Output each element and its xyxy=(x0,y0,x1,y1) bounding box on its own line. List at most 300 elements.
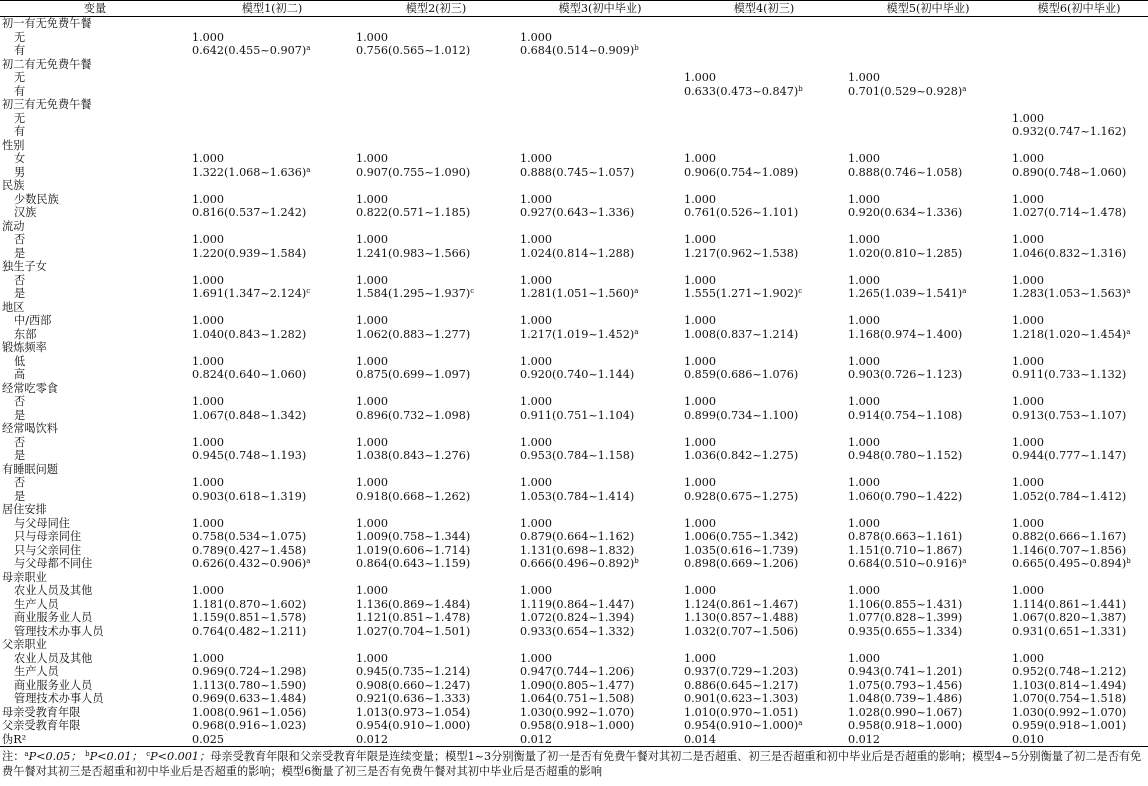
model-5-cell: 1.000 xyxy=(848,192,881,206)
model-1-cell: 0.945(0.748~1.193) xyxy=(192,449,307,462)
sig-c-marker: c xyxy=(146,750,151,758)
model-2-cell xyxy=(354,17,518,31)
model-2-cell: 1.000 xyxy=(356,395,389,408)
model-1-cell: 0.969(0.633~1.484) xyxy=(192,692,307,705)
model-6-cell xyxy=(1010,503,1148,517)
or-value: 1.218(1.020~1.454) xyxy=(1012,327,1127,341)
significance-marker: b xyxy=(634,557,639,565)
header-model-3: 模型3(初中毕业) xyxy=(518,1,682,17)
model-6-cell: 1.000 xyxy=(1012,435,1045,449)
model-4-cell: 1.000 xyxy=(684,476,717,489)
model-6-cell xyxy=(1010,571,1148,585)
model-5-cell xyxy=(846,503,1010,517)
model-5-cell: 0.914(0.754~1.108) xyxy=(848,408,963,422)
model-5-cell: 0.012 xyxy=(846,733,1010,747)
model-2-cell: 0.918(0.668~1.262) xyxy=(356,489,471,503)
model-2-cell: 1.027(0.704~1.501) xyxy=(356,624,471,638)
model-2-cell: 1.000 xyxy=(356,435,389,449)
model-5-cell: 1.000 xyxy=(848,516,881,530)
variable-label: 有 xyxy=(14,44,26,57)
model-6-cell: 1.103(0.814~1.494) xyxy=(1012,678,1127,692)
variable-label: 男 xyxy=(14,165,26,179)
variable-label: 否 xyxy=(14,273,26,287)
variable-label: 否 xyxy=(14,435,26,449)
model-1-cell xyxy=(190,220,354,234)
model-5-cell xyxy=(846,31,1010,45)
variable-label: 管理技术办事人员 xyxy=(14,692,104,705)
or-value: 0.701(0.529~0.928) xyxy=(848,84,963,98)
table-row xyxy=(0,287,1148,301)
model-4-cell: 0.014 xyxy=(682,733,846,747)
significance-marker: b xyxy=(1126,557,1131,565)
model-1-cell xyxy=(190,638,354,652)
or-value: 0.642(0.455~0.907) xyxy=(192,44,307,57)
model-2-cell: 1.000 xyxy=(356,584,389,597)
model-3-cell xyxy=(518,301,682,315)
model-3-cell xyxy=(518,44,682,58)
variable-label: 有睡眠问题 xyxy=(2,462,58,476)
model-6-cell: 1.000 xyxy=(1012,584,1045,597)
model-3-cell xyxy=(518,17,682,31)
model-4-cell xyxy=(682,220,846,234)
model-2-cell: 0.864(0.643~1.159) xyxy=(356,557,471,570)
model-1-cell: 1.000 xyxy=(192,516,225,530)
variable-label: 生产人员 xyxy=(14,665,59,678)
table-group-row xyxy=(0,220,1148,234)
model-1-cell xyxy=(190,112,354,126)
table-group-row xyxy=(0,301,1148,315)
model-4-cell: 1.035(0.616~1.739) xyxy=(684,543,799,557)
model-6-cell xyxy=(1010,638,1148,652)
model-6-cell xyxy=(1010,179,1148,193)
or-value: 1.322(1.068~1.636) xyxy=(192,165,307,179)
model-5-cell: 0.878(0.663~1.161) xyxy=(848,530,963,543)
or-value: 0.665(0.495~0.894) xyxy=(1012,557,1127,570)
model-1-cell: 1.000 xyxy=(192,192,225,206)
model-6-cell: 1.000 xyxy=(1012,516,1045,530)
model-4-cell: 0.898(0.669~1.206) xyxy=(684,557,799,570)
model-6-cell: 0.959(0.918~1.001) xyxy=(1012,719,1127,732)
model-6-cell: 1.027(0.714~1.478) xyxy=(1012,206,1127,219)
model-5-cell: 0.903(0.726~1.123) xyxy=(848,368,963,381)
sig-b-text: P<0.01； xyxy=(89,750,143,763)
model-1-cell: 1.000 xyxy=(192,152,225,165)
model-4-cell xyxy=(682,112,846,126)
model-1-cell: 1.000 xyxy=(192,30,225,44)
variable-label: 商业服务业人员 xyxy=(14,611,93,624)
model-2-cell xyxy=(354,179,518,193)
model-1-cell: 1.000 xyxy=(192,273,225,287)
significance-marker: a xyxy=(1126,287,1131,295)
variable-label: 只与父亲同住 xyxy=(14,543,82,557)
or-value: 0.684(0.514~0.909) xyxy=(520,44,635,57)
model-5-cell xyxy=(846,260,1010,274)
model-4-cell: 1.000 xyxy=(684,233,717,246)
model-2-cell: 1.241(0.983~1.566) xyxy=(356,246,471,260)
model-1-cell xyxy=(190,44,354,58)
model-1-cell xyxy=(190,382,354,396)
model-2-cell: 1.062(0.883~1.277) xyxy=(356,327,471,341)
model-6-cell xyxy=(1010,98,1148,112)
table-row xyxy=(0,328,1148,342)
model-2-cell: 1.013(0.973~1.054) xyxy=(356,705,471,719)
model-3-cell: 0.879(0.664~1.162) xyxy=(520,530,635,543)
model-3-cell: 1.000 xyxy=(520,584,553,597)
model-4-cell xyxy=(682,301,846,315)
variable-label: 母亲职业 xyxy=(2,570,47,584)
table-group-row xyxy=(0,17,1148,31)
model-2-cell: 0.907(0.755~1.090) xyxy=(356,165,471,179)
model-4-cell: 1.217(0.962~1.538) xyxy=(684,246,799,260)
model-6-cell xyxy=(1010,463,1148,477)
model-5-cell: 1.060(0.790~1.422) xyxy=(848,489,963,503)
model-1-cell xyxy=(190,503,354,517)
model-3-cell: 1.000 xyxy=(520,152,553,165)
model-4-cell: 1.036(0.842~1.275) xyxy=(684,449,799,462)
variable-label: 无 xyxy=(14,71,26,84)
model-4-cell: 1.000 xyxy=(684,71,717,84)
variable-label: 农业人员及其他 xyxy=(14,584,93,597)
model-6-cell: 1.000 xyxy=(1012,395,1045,408)
variable-label: 商业服务业人员 xyxy=(14,678,93,692)
table-row xyxy=(0,125,1148,139)
model-3-cell: 0.947(0.744~1.206) xyxy=(520,665,635,678)
model-3-cell: 1.064(0.751~1.508) xyxy=(520,692,635,705)
variable-label: 初二有无免费午餐 xyxy=(2,57,92,71)
model-3-cell: 1.053(0.784~1.414) xyxy=(520,489,635,503)
model-3-cell: 1.131(0.698~1.832) xyxy=(520,543,635,557)
model-5-cell: 1.000 xyxy=(848,476,881,489)
model-3-cell: 1.000 xyxy=(520,233,553,246)
model-5-cell xyxy=(846,463,1010,477)
table-row xyxy=(0,584,1148,598)
header-model-6: 模型6(初中毕业) xyxy=(1010,1,1148,17)
sig-a-text: P<0.05； xyxy=(28,750,82,763)
model-5-cell: 1.151(0.710~1.867) xyxy=(848,543,963,557)
model-4-cell: 0.886(0.645~1.217) xyxy=(684,678,799,692)
sig-c-text: P<0.001； xyxy=(150,750,211,763)
model-2-cell xyxy=(354,463,518,477)
variable-label: 高 xyxy=(14,368,26,381)
model-4-cell xyxy=(682,571,846,585)
model-3-cell: 1.000 xyxy=(520,651,553,665)
table-group-row xyxy=(0,179,1148,193)
model-3-cell xyxy=(518,179,682,193)
model-4-cell xyxy=(682,287,846,301)
model-3-cell: 1.000 xyxy=(520,192,553,206)
model-4-cell: 1.000 xyxy=(684,435,717,449)
model-5-cell: 1.000 xyxy=(848,651,881,665)
model-4-cell xyxy=(682,125,846,139)
model-5-cell: 1.020(0.810~1.285) xyxy=(848,246,963,260)
variable-label: 东部 xyxy=(14,327,37,341)
variable-label: 是 xyxy=(14,287,26,300)
model-2-cell: 1.000 xyxy=(356,273,389,287)
model-5-cell xyxy=(846,58,1010,72)
model-2-cell xyxy=(354,287,518,301)
significance-marker: c xyxy=(306,287,311,295)
model-6-cell xyxy=(1010,139,1148,153)
model-3-cell: 0.953(0.784~1.158) xyxy=(520,449,635,462)
header-variable: 变量 xyxy=(0,1,190,17)
table-row xyxy=(0,314,1148,328)
model-5-cell xyxy=(846,98,1010,112)
model-1-cell: 0.968(0.916~1.023) xyxy=(192,719,307,732)
model-3-cell: 1.000 xyxy=(520,273,553,287)
model-3-cell xyxy=(518,341,682,355)
model-6-cell xyxy=(1010,71,1148,85)
model-4-cell xyxy=(682,98,846,112)
model-4-cell xyxy=(682,503,846,517)
header-row xyxy=(0,1,1148,17)
model-3-cell: 0.911(0.751~1.104) xyxy=(520,408,635,422)
significance-marker: a xyxy=(634,327,639,336)
model-6-cell: 1.114(0.861~1.441) xyxy=(1012,597,1127,611)
model-2-cell: 0.908(0.660~1.247) xyxy=(356,678,471,692)
table-row xyxy=(0,166,1148,180)
model-3-cell: 1.000 xyxy=(520,516,553,530)
model-1-cell: 1.220(0.939~1.584) xyxy=(192,246,307,260)
variable-label: 民族 xyxy=(2,179,25,192)
model-3-cell: 1.000 xyxy=(520,30,553,44)
variable-label: 少数民族 xyxy=(14,192,59,206)
model-3-cell: 1.000 xyxy=(520,476,553,489)
table-group-row xyxy=(0,422,1148,436)
model-5-cell: 0.920(0.634~1.336) xyxy=(848,206,963,219)
model-3-cell: 1.119(0.864~1.447) xyxy=(520,597,635,611)
variable-label: 有 xyxy=(14,84,26,98)
table-group-row xyxy=(0,719,1148,733)
model-5-cell: 1.000 xyxy=(848,314,881,327)
table-row xyxy=(0,112,1148,126)
model-4-cell xyxy=(682,139,846,153)
model-6-cell xyxy=(1010,287,1148,301)
note-body: 母亲受教育年限和父亲受教育年限是连续变量；模型1~3分别衡量了初一是否有免费午餐对其初二是否超重、初三是否超重和初中毕业后是否超重的影响；模型4~5分别衡量了初二是否有免费午餐对其初三是否超重和初中毕业后是否超重的影响；模型6衡量了初三是否有免费午餐对其初中毕业后是否超重的影响 xyxy=(2,750,1142,778)
model-1-cell xyxy=(190,166,354,180)
model-1-cell: 1.000 xyxy=(192,314,225,327)
model-1-cell: 1.008(0.961~1.056) xyxy=(192,705,307,719)
table-row xyxy=(0,409,1148,423)
model-4-cell: 1.010(0.970~1.051) xyxy=(684,705,799,719)
table-row xyxy=(0,355,1148,369)
model-1-cell: 0.816(0.537~1.242) xyxy=(192,206,307,219)
variable-label: 初三有无免费午餐 xyxy=(2,98,92,111)
model-1-cell xyxy=(190,98,354,112)
variable-label: 与父母都不同住 xyxy=(14,557,93,570)
or-value: 1.265(1.039~1.541) xyxy=(848,287,963,300)
table-row xyxy=(0,71,1148,85)
or-value: 0.626(0.432~0.906) xyxy=(192,557,307,570)
model-3-cell: 0.958(0.918~1.000) xyxy=(520,719,635,732)
model-1-cell xyxy=(190,301,354,315)
significance-marker: b xyxy=(798,84,803,93)
table-row xyxy=(0,436,1148,450)
model-5-cell xyxy=(846,125,1010,139)
model-6-cell: 0.944(0.777~1.147) xyxy=(1012,449,1127,462)
model-4-cell xyxy=(682,44,846,58)
model-1-cell xyxy=(190,571,354,585)
variable-label: 伪R² xyxy=(0,733,190,747)
model-2-cell xyxy=(354,301,518,315)
model-3-cell: 0.933(0.654~1.332) xyxy=(520,624,635,638)
model-6-cell: 1.030(0.992~1.070) xyxy=(1012,705,1127,719)
model-2-cell: 0.954(0.910~1.000) xyxy=(356,719,471,732)
or-value: 0.954(0.910~1.000) xyxy=(684,719,799,732)
model-6-cell xyxy=(1010,85,1148,99)
table-row xyxy=(0,611,1148,625)
model-4-cell: 0.937(0.729~1.203) xyxy=(684,665,799,678)
table-row xyxy=(0,449,1148,463)
model-6-cell: 0.913(0.753~1.107) xyxy=(1012,408,1127,422)
table-group-row xyxy=(0,571,1148,585)
table-group-row xyxy=(0,382,1148,396)
significance-marker: a xyxy=(962,84,967,93)
variable-label: 有 xyxy=(14,125,26,138)
table-group-row xyxy=(0,341,1148,355)
model-3-cell: 0.012 xyxy=(518,733,682,747)
table-row xyxy=(0,530,1148,544)
header-model-1: 模型1(初二) xyxy=(190,1,354,17)
model-1-cell xyxy=(190,125,354,139)
model-1-cell: 0.824(0.640~1.060) xyxy=(192,368,307,381)
model-5-cell: 1.000 xyxy=(848,273,881,287)
model-2-cell: 0.921(0.636~1.333) xyxy=(356,692,471,705)
model-6-cell xyxy=(1010,260,1148,274)
model-6-cell: 0.010 xyxy=(1010,733,1148,747)
model-3-cell: 1.000 xyxy=(520,435,553,449)
model-3-cell: 1.000 xyxy=(520,354,553,368)
model-3-cell: 0.888(0.745~1.057) xyxy=(520,165,635,179)
model-3-cell xyxy=(518,260,682,274)
or-value: 1.217(1.019~1.452) xyxy=(520,327,635,341)
sig-b-marker: b xyxy=(85,750,90,758)
model-1-cell: 0.903(0.618~1.319) xyxy=(192,489,307,503)
model-6-cell: 0.911(0.733~1.132) xyxy=(1012,368,1127,381)
model-4-cell xyxy=(682,719,846,733)
variable-label: 流动 xyxy=(2,219,25,233)
variable-label: 低 xyxy=(14,354,26,368)
model-4-cell: 0.859(0.686~1.076) xyxy=(684,368,799,381)
variable-label: 经常吃零食 xyxy=(2,381,58,395)
model-4-cell xyxy=(682,341,846,355)
header-model-4: 模型4(初三) xyxy=(682,1,846,17)
model-2-cell xyxy=(354,139,518,153)
model-2-cell xyxy=(354,260,518,274)
model-1-cell: 0.789(0.427~1.458) xyxy=(192,543,307,557)
table-row xyxy=(0,193,1148,207)
significance-marker: a xyxy=(1126,327,1131,336)
significance-marker: c xyxy=(470,287,475,295)
table-row xyxy=(0,44,1148,58)
variable-label: 锻炼频率 xyxy=(2,341,47,354)
model-5-cell: 1.000 xyxy=(848,354,881,368)
model-2-cell: 0.012 xyxy=(354,733,518,747)
table-row xyxy=(0,395,1148,409)
table-row xyxy=(0,557,1148,571)
model-6-cell: 1.000 xyxy=(1012,111,1045,125)
variable-label: 母亲受教育年限 xyxy=(2,705,81,719)
model-4-cell: 0.906(0.754~1.089) xyxy=(684,165,799,179)
model-6-cell xyxy=(1010,422,1148,436)
model-1-cell: 1.000 xyxy=(192,395,225,408)
model-6-cell xyxy=(1010,58,1148,72)
variable-label: 是 xyxy=(14,246,26,260)
model-5-cell: 1.000 xyxy=(848,435,881,449)
model-6-cell: 0.932(0.747~1.162) xyxy=(1012,125,1127,138)
table-row xyxy=(0,490,1148,504)
table-row xyxy=(0,31,1148,45)
model-6-cell: 0.890(0.748~1.060) xyxy=(1012,165,1127,179)
table-row xyxy=(0,692,1148,706)
model-2-cell xyxy=(354,422,518,436)
model-1-cell xyxy=(190,139,354,153)
model-5-cell: 0.948(0.780~1.152) xyxy=(848,449,963,462)
model-6-cell xyxy=(1010,382,1148,396)
model-5-cell xyxy=(846,341,1010,355)
variable-label: 女 xyxy=(14,152,26,165)
model-2-cell: 0.896(0.732~1.098) xyxy=(356,408,471,422)
model-6-cell: 1.052(0.784~1.412) xyxy=(1012,489,1127,503)
model-5-cell xyxy=(846,301,1010,315)
model-3-cell xyxy=(518,638,682,652)
variable-label: 地区 xyxy=(2,300,25,314)
model-6-cell xyxy=(1010,341,1148,355)
table-body xyxy=(0,17,1148,747)
model-6-cell xyxy=(1010,557,1148,571)
model-5-cell: 0.888(0.746~1.058) xyxy=(848,165,963,179)
model-6-cell: 1.000 xyxy=(1012,651,1045,665)
model-2-cell xyxy=(354,341,518,355)
table-row xyxy=(0,206,1148,220)
model-6-cell: 1.067(0.820~1.387) xyxy=(1012,611,1127,624)
or-value: 0.633(0.473~0.847) xyxy=(684,84,799,98)
table-row xyxy=(0,368,1148,382)
model-4-cell: 0.928(0.675~1.275) xyxy=(684,489,799,503)
model-6-cell xyxy=(1010,44,1148,58)
model-1-cell: 1.000 xyxy=(192,476,225,489)
model-5-cell: 1.000 xyxy=(848,584,881,597)
model-5-cell: 0.943(0.741~1.201) xyxy=(848,665,963,678)
model-4-cell xyxy=(682,58,846,72)
model-2-cell xyxy=(354,638,518,652)
variable-label: 父亲职业 xyxy=(2,638,47,651)
variable-label: 居住安排 xyxy=(2,503,47,516)
model-2-cell: 1.000 xyxy=(356,516,389,530)
model-1-cell xyxy=(190,179,354,193)
model-4-cell: 1.000 xyxy=(684,152,717,165)
model-2-cell: 1.121(0.851~1.478) xyxy=(356,611,471,624)
model-1-cell: 1.000 xyxy=(192,435,225,449)
model-6-cell xyxy=(1010,220,1148,234)
model-5-cell xyxy=(846,112,1010,126)
model-5-cell xyxy=(846,44,1010,58)
model-1-cell: 1.113(0.780~1.590) xyxy=(192,678,307,692)
model-6-cell: 1.000 xyxy=(1012,192,1045,206)
model-3-cell xyxy=(518,328,682,342)
model-4-cell: 1.032(0.707~1.506) xyxy=(684,624,799,638)
model-2-cell xyxy=(354,58,518,72)
variable-label: 是 xyxy=(14,449,26,462)
model-4-cell: 1.124(0.861~1.467) xyxy=(684,597,799,611)
variable-label: 无 xyxy=(14,111,26,125)
model-6-cell: 1.000 xyxy=(1012,233,1045,246)
variable-label: 父亲受教育年限 xyxy=(2,719,81,732)
model-2-cell xyxy=(354,220,518,234)
or-value: 1.555(1.271~1.902) xyxy=(684,287,799,300)
model-6-cell xyxy=(1010,328,1148,342)
model-1-cell: 1.159(0.851~1.578) xyxy=(192,611,307,624)
model-3-cell xyxy=(518,112,682,126)
